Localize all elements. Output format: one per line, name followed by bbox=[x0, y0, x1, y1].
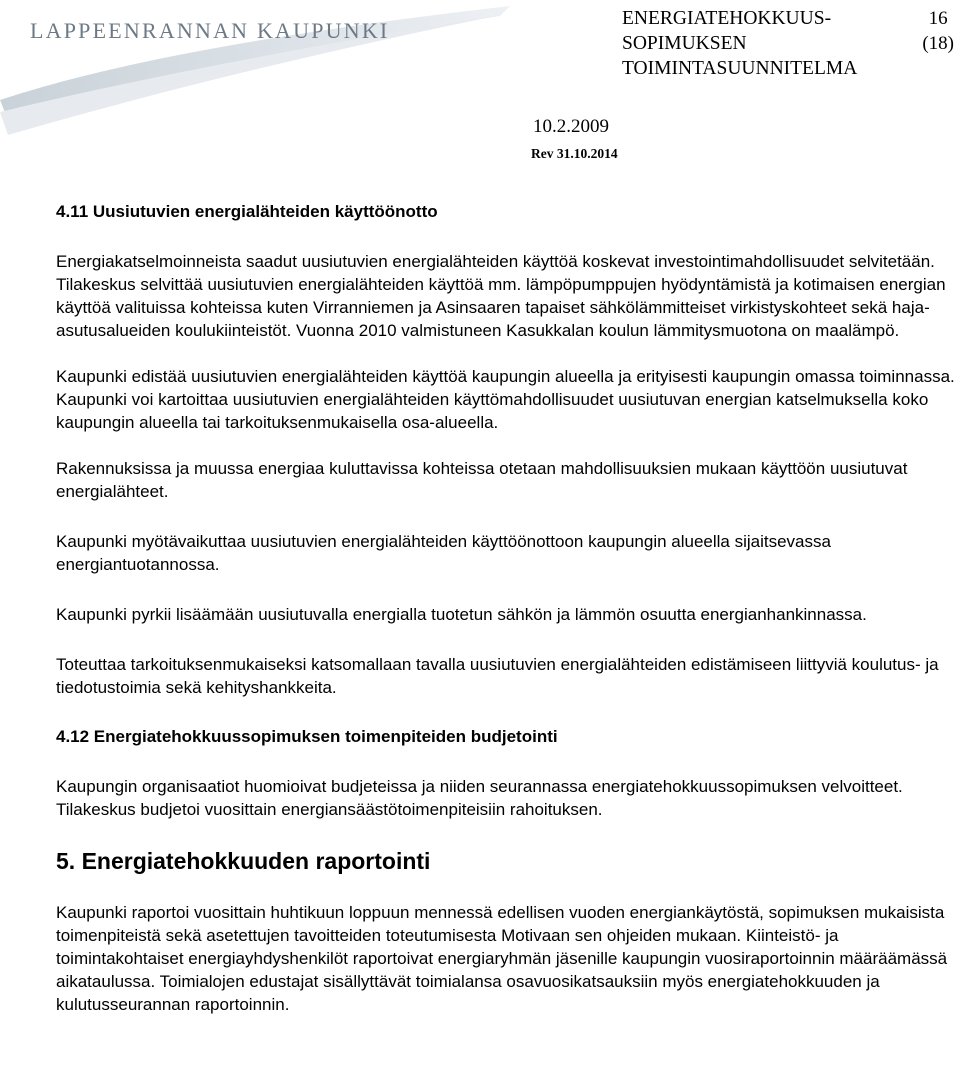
paragraph: Energiakatselmoinneista saadut uusiutuvien energialähteiden käyttöä koskevat investointimahdollisuudet selvitetään. Tilakeskus selvittää uusiutuvien energialähteiden käyttöä mm. lämpöpumppujen hyödyntämistä ja kotimaisen energian käyttöä valituissa kohteissa kuten Virranniemen ja Asinsaaren tapaiset sähkölämmitteiset virkistyskohteet sekä haja-asutusalueiden koulukiinteistöt. Vuonna 2010 valmistuneen Kasukkalan koulun lämmitysmuotona on maalämpö. bbox=[56, 252, 946, 340]
paragraph: Kaupunki raportoi vuosittain huhtikuun loppuun mennessä edellisen vuoden energiankäytöstä, sopimuksen mukaisista toimenpiteistä sekä asetettujen tavoitteiden toteutumisesta Motivaan sen ohjeiden mukaan. Kiinteistö- ja toimintakohtaiset energiayhdyshenkilöt raportoivat energiaryhmän jäsenille kaupungin vuosiraportoinnin määräämässä aikataulussa. Toimialojen edustajat sisällyttävät toimialansa osavuosikatsauksiin myös energiatehokkuuden ja kulutusseurannan raportoinnin. bbox=[56, 903, 948, 1014]
section-heading-4-12: 4.12 Energiatehokkuussopimuksen toimenpiteiden budjetointi bbox=[56, 727, 558, 746]
document-body bbox=[56, 200, 956, 1016]
document-date: 10.2.2009 bbox=[533, 116, 609, 137]
page-number-current: 16 bbox=[928, 8, 948, 29]
paragraph: Rakennuksissa ja muussa energiaa kuluttavissa kohteissa otetaan mahdollisuuksien mukaan käyttöön uusiutuvat energialähteet. bbox=[56, 459, 908, 501]
document-title bbox=[622, 6, 857, 81]
chapter-heading-5: 5. Energiatehokkuuden raportointi bbox=[56, 848, 431, 874]
paragraph: Kaupunki edistää uusiutuvien energialähteiden käyttöä kaupungin alueella ja erityisesti kaupungin omassa toiminnassa. Kaupunki voi kartoittaa uusiutuvien energialähteiden käyttömahdollisuudet uusiutuvan energian katselmuksella koko kaupungin alueella tai tarkoituksenmukaisella osa-alueella. bbox=[56, 367, 955, 432]
paragraph: Kaupungin organisaatiot huomioivat budjeteissa ja niiden seurannassa energiatehokkuussopimuksen velvoitteet. Tilakeskus budjetoi vuosittain energiansäästötoimenpiteisiin rahoituksen. bbox=[56, 777, 903, 819]
page-number bbox=[922, 6, 954, 56]
document-revision: Rev 31.10.2014 bbox=[531, 146, 618, 161]
document-title-line: TOIMINTASUUNNITELMA bbox=[622, 58, 858, 79]
page-number-total: (18) bbox=[922, 33, 954, 54]
paragraph: Toteuttaa tarkoituksenmukaiseksi katsomallaan tavalla uusiutuvien energialähteiden edistämiseen liittyviä koulutus- ja tiedotustoimia sekä kehityshankkeita. bbox=[56, 655, 939, 697]
city-logo-text: LAPPEENRANNAN KAUPUNKI bbox=[30, 18, 390, 43]
paragraph: Kaupunki myötävaikuttaa uusiutuvien energialähteiden käyttöönottoon kaupungin alueella sijaitsevassa energiantuotannossa. bbox=[56, 532, 831, 574]
section-heading-4-11: 4.11 Uusiutuvien energialähteiden käyttöönotto bbox=[56, 202, 438, 221]
document-title-line: ENERGIATEHOKKUUS- bbox=[622, 8, 832, 29]
paragraph: Kaupunki pyrkii lisäämään uusiutuvalla energialla tuotetun sähkön ja lämmön osuutta energianhankinnassa. bbox=[56, 605, 867, 624]
document-title-line: SOPIMUKSEN bbox=[622, 33, 747, 54]
